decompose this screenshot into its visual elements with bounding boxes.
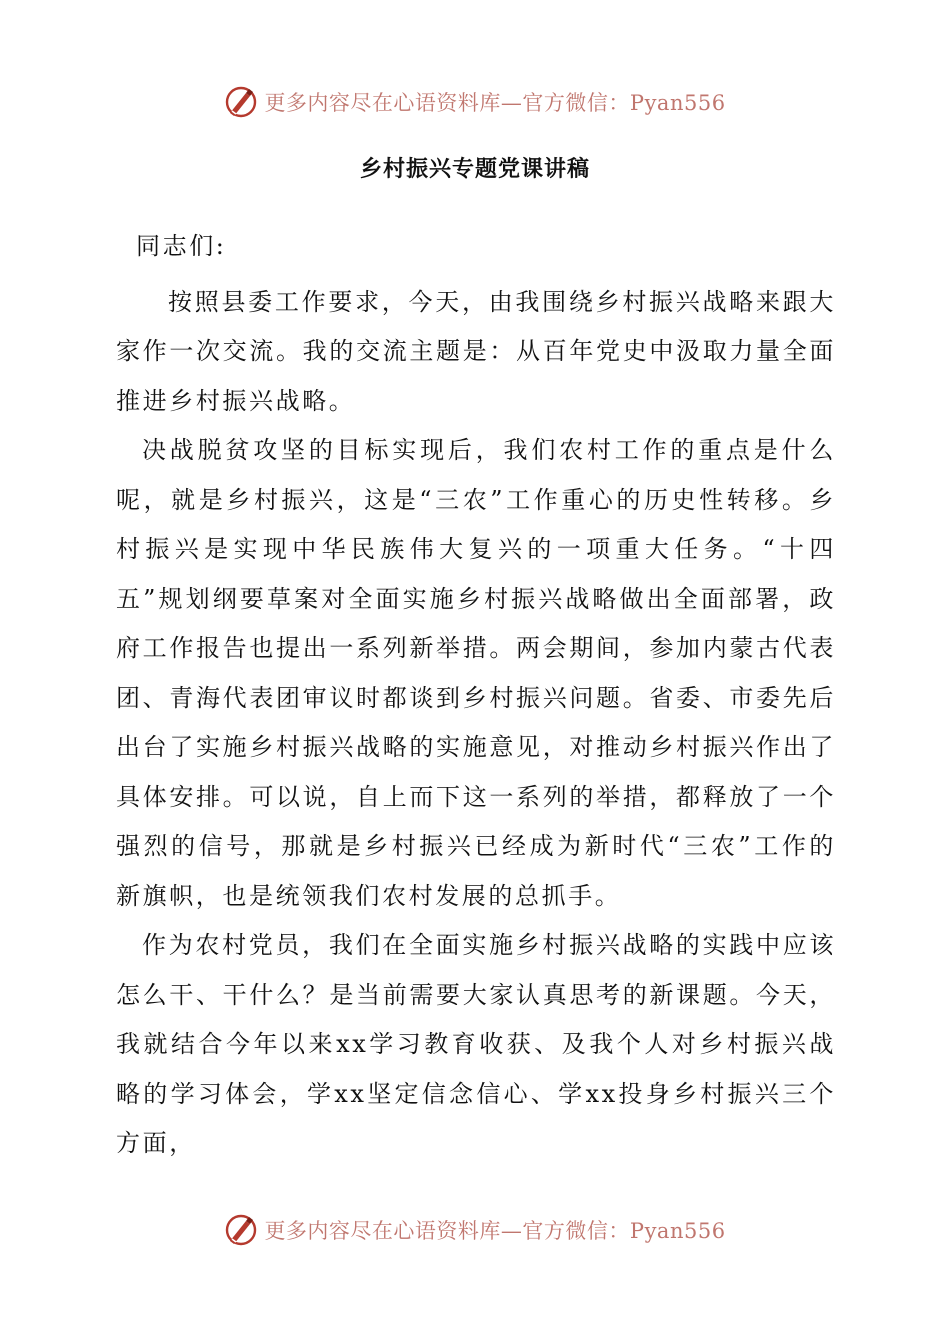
pen-logo-icon <box>224 1213 258 1247</box>
paragraph: 决战脱贫攻坚的目标实现后，我们农村工作的重点是什么呢，就是乡村振兴，这是“三农”工作重心的历史性转移。乡村振兴是实现中华民族伟大复兴的一项重大任务。“十四五”规划纲要草案对全面实施乡村振兴战略做出全面部署，政府工作报告也提出一系列新举措。两会期间，参加内蒙古代表团、青海代表团审议时都谈到乡村振兴问题。省委、市委先后出台了实施乡村振兴战略的实施意见，对推动乡村振兴作出了具体安排。可以说，自上而下这一系列的举措，都释放了一个强烈的信号，那就是乡村振兴已经成为新时代“三农”工作的新旗帜，也是统领我们农村发展的总抓手。 <box>116 436 836 910</box>
footer-banner-text: 更多内容尽在心语资料库—官方微信：Pyan556 <box>264 1219 726 1243</box>
footer-banner <box>0 1210 950 1250</box>
document-title: 乡村振兴专题党课讲稿 <box>359 157 590 182</box>
header-banner <box>0 82 950 122</box>
pen-logo-icon <box>224 85 258 119</box>
paragraph: 作为农村党员，我们在全面实施乡村振兴战略的实践中应该怎么干、干什么？是当前需要大家认真思考的新课题。今天，我就结合今年以来xx学习教育收获、及我个人对乡村振兴战略的学习体会，学xx坚定信念信心、学xx投身乡村振兴三个方面， <box>116 931 836 1157</box>
paragraph: 按照县委工作要求，今天，由我围绕乡村振兴战略来跟大家作一次交流。我的交流主题是：从百年党史中汲取力量全面推进乡村振兴战略。 <box>116 287 836 415</box>
salutation: 同志们: <box>136 232 227 260</box>
header-banner-text: 更多内容尽在心语资料库—官方微信：Pyan556 <box>264 91 726 115</box>
document-body <box>116 222 836 1169</box>
